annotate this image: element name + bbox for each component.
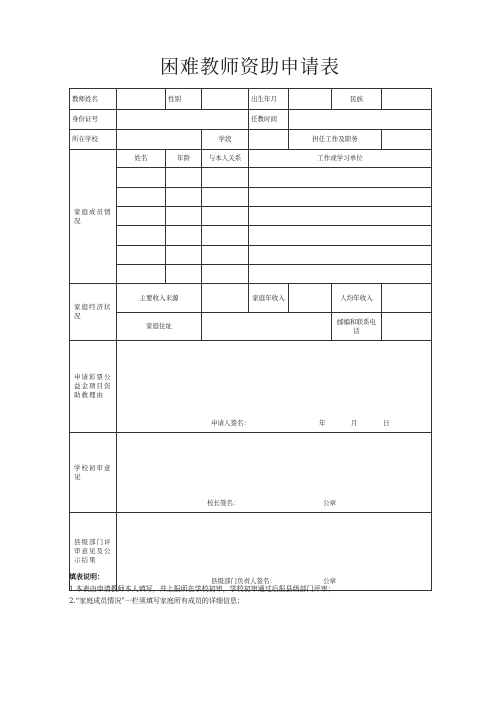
family-cell[interactable] — [249, 168, 432, 188]
family-cell[interactable] — [249, 246, 432, 265]
label-main-income: 主要收入来源 — [117, 284, 202, 313]
label-ethnic: 民族 — [332, 89, 382, 110]
table-row — [70, 265, 432, 284]
family-cell[interactable] — [249, 207, 432, 226]
field-birth[interactable] — [289, 89, 332, 110]
note-item-2: 2.“家庭成员情况”一栏须填写家庭所有成员的详细信息； — [69, 597, 244, 605]
school-seal-label: 公章 — [323, 499, 336, 507]
label-per-capita: 人均年收入 — [332, 284, 382, 313]
field-postal-phone[interactable] — [382, 313, 432, 341]
field-per-capita[interactable] — [382, 284, 432, 313]
principal-signature-label: 校长签名： — [207, 499, 240, 507]
filling-instructions — [69, 571, 449, 607]
label-family-economy: 家庭经济状况 — [70, 284, 117, 341]
family-cell[interactable] — [117, 246, 166, 265]
field-teacher-name[interactable] — [117, 89, 166, 110]
family-cell[interactable] — [249, 265, 432, 284]
label-address: 家庭住址 — [117, 313, 202, 341]
date-month-label: 月 — [351, 419, 358, 427]
family-cell[interactable] — [166, 246, 202, 265]
county-signature-label: 县级部门负责人签名： — [211, 577, 276, 585]
family-cell[interactable] — [166, 168, 202, 188]
family-cell[interactable] — [166, 207, 202, 226]
applicant-signature-label: 申请人签名： — [211, 419, 250, 427]
family-cell[interactable] — [117, 265, 166, 284]
field-position[interactable] — [382, 130, 432, 150]
form-title: 困难教师资助申请表 — [159, 56, 340, 78]
label-county-review: 县级部门评审意见及公示结果 — [70, 513, 117, 591]
family-cell[interactable] — [202, 226, 249, 246]
family-cell[interactable] — [202, 188, 249, 207]
family-cell[interactable] — [249, 188, 432, 207]
label-school: 所在学校 — [70, 130, 117, 150]
family-cell[interactable] — [117, 207, 166, 226]
table-row — [70, 188, 432, 207]
label-section: 学段 — [202, 130, 249, 150]
label-gender: 性别 — [166, 89, 202, 110]
field-annual-income[interactable] — [289, 284, 332, 313]
table-row — [70, 207, 432, 226]
date-year-label: 年 — [319, 419, 326, 427]
notes-heading: 填表说明： — [69, 572, 104, 581]
field-id-number[interactable] — [117, 110, 249, 130]
label-application-reason: 申请彩票公益金项目资助救理由 — [70, 341, 117, 433]
field-main-income[interactable] — [202, 284, 249, 313]
field-address[interactable] — [202, 313, 332, 341]
label-teacher-name: 教师姓名 — [70, 89, 117, 110]
col-work-unit: 工作或学习单位 — [249, 150, 432, 168]
field-school-review[interactable] — [117, 433, 432, 513]
family-cell[interactable] — [166, 226, 202, 246]
field-application-reason[interactable] — [117, 341, 432, 433]
col-age: 年龄 — [166, 150, 202, 168]
label-postal-phone: 邮编和联系电话 — [332, 313, 382, 341]
table-row — [70, 168, 432, 188]
date-day-label: 日 — [383, 419, 390, 427]
table-row — [70, 226, 432, 246]
county-seal-label: 公章 — [323, 577, 336, 585]
label-school-review: 学校初审意见 — [70, 433, 117, 513]
application-form-table — [69, 88, 432, 591]
field-ethnic[interactable] — [382, 89, 432, 110]
field-section[interactable] — [249, 130, 289, 150]
col-name: 姓名 — [117, 150, 166, 168]
label-annual-income: 家庭年收入 — [249, 284, 289, 313]
family-cell[interactable] — [117, 188, 166, 207]
label-birth: 出生年月 — [249, 89, 289, 110]
family-cell[interactable] — [202, 168, 249, 188]
family-cell[interactable] — [117, 226, 166, 246]
note-item-1: 1.本表由申请教师本人填写，并上报所在学校初审，学校初审通过后报县级部门评审； — [69, 585, 335, 593]
label-id-number: 身份证号 — [70, 110, 117, 130]
label-family-members: 家庭成员情况 — [70, 150, 117, 284]
label-teaching-time: 任教时间 — [249, 110, 289, 130]
table-row — [70, 246, 432, 265]
field-teaching-time[interactable] — [289, 110, 432, 130]
family-cell[interactable] — [166, 188, 202, 207]
field-gender[interactable] — [202, 89, 249, 110]
label-position: 担任工作及职务 — [289, 130, 382, 150]
family-cell[interactable] — [117, 168, 166, 188]
family-cell[interactable] — [202, 246, 249, 265]
family-cell[interactable] — [202, 265, 249, 284]
col-relation: 与本人关系 — [202, 150, 249, 168]
family-cell[interactable] — [166, 265, 202, 284]
family-cell[interactable] — [249, 226, 432, 246]
field-school[interactable] — [117, 130, 202, 150]
family-cell[interactable] — [202, 207, 249, 226]
